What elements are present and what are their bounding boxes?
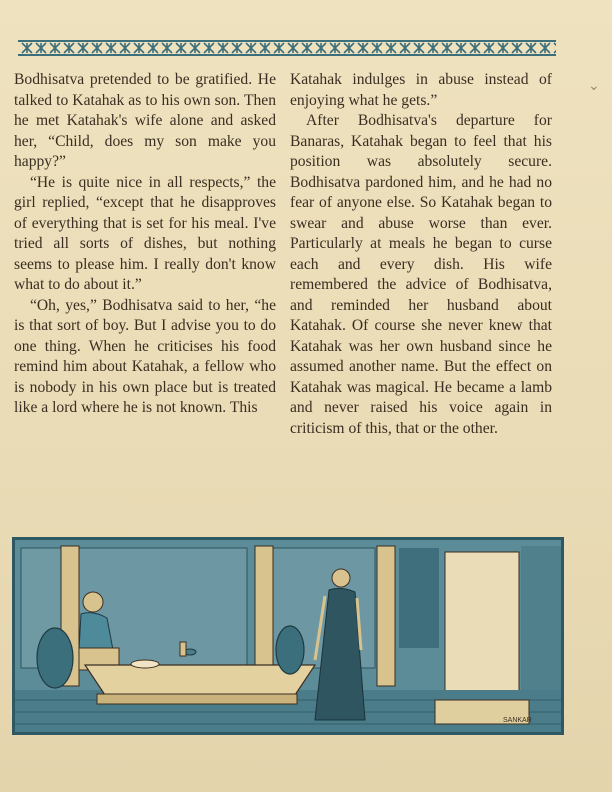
ornament-motif xyxy=(64,43,74,53)
ornament-motif xyxy=(358,43,368,53)
ornament-motif xyxy=(526,43,536,53)
ornament-motif xyxy=(386,43,396,53)
ornament-motif xyxy=(400,43,410,53)
ornament-motif xyxy=(316,43,326,53)
ornament-motif xyxy=(330,43,340,53)
ornament-motif xyxy=(372,43,382,53)
ornament-motif xyxy=(22,43,32,53)
ornament-motif xyxy=(218,43,228,53)
ornament-motif xyxy=(204,43,214,53)
paragraph: “He is quite nice in all respects,” the girl replied, “except that he disapproves of everything that is set for his meal. I've tried all sorts of dishes, but nothing seems to please him. I really don't know what to do about it.” xyxy=(14,173,276,293)
ornament-motif xyxy=(260,43,270,53)
ornament-motif xyxy=(134,43,144,53)
left-column xyxy=(14,70,276,419)
ornament-motif xyxy=(414,43,424,53)
ornament-motif xyxy=(456,43,466,53)
ornament-motif xyxy=(288,43,298,53)
ornament-motif xyxy=(428,43,438,53)
ornament-motif xyxy=(162,43,172,53)
ornament-motif xyxy=(50,43,60,53)
ornament-motif xyxy=(540,43,550,53)
ornament-motif xyxy=(302,43,312,53)
pencil-mark: ⌄ xyxy=(588,78,600,94)
ornament-motif xyxy=(106,43,116,53)
paragraph: Bodhisatva pretended to be gratified. He talked to Katahak as to his own son. Then he met Katahak's wife alone and asked her, “Child, does my son make you happy?” xyxy=(14,71,276,170)
ornament-motif xyxy=(442,43,452,53)
ornament-motif xyxy=(484,43,494,53)
ornament-motif xyxy=(232,43,242,53)
ornament-motif xyxy=(274,43,284,53)
ornament-motif xyxy=(176,43,186,53)
ornament-motif xyxy=(92,43,102,53)
paragraph: Katahak indulges in abuse instead of enjoying what he gets.” xyxy=(290,71,552,109)
ornament-motif xyxy=(344,43,354,53)
paragraph: After Bodhisatva's departure for Banaras, Katahak began to feel that his position was absolutely secure. Bodhisatva pardoned him, and he had no fear of anyone else. So Katahak began to swear and abuse worse than ever. Particularly at meals he began to curse each and every dish. His wife remembered the advice of Bodhisatva, and reminded her husband about Katahak. Of course she never knew that Katahak was her own husband since he assumed another name. But the effect on Katahak was magical. He became a lamb and never raised his voice again in criticism of this, that or the other. xyxy=(290,112,552,437)
ornament-motif xyxy=(78,43,88,53)
artist-signature: SANKAR xyxy=(503,717,532,724)
ornament-motif xyxy=(512,43,522,53)
ornament-motif xyxy=(36,43,46,53)
illustration xyxy=(12,537,564,735)
ornament-motif xyxy=(498,43,508,53)
ornament-motif xyxy=(120,43,130,53)
ornament-motif xyxy=(246,43,256,53)
paragraph: “Oh, yes,” Bodhisatva said to her, “he is that sort of boy. But I advise you to do one thing. When he criticises his food remind him about Katahak, a fellow who is nobody in his own place but is treated like a lord where he is not known. This xyxy=(14,296,276,416)
ornament-motif xyxy=(148,43,158,53)
ornament-motif xyxy=(470,43,480,53)
ornament-motif xyxy=(554,43,556,53)
right-column xyxy=(290,70,552,439)
ornament-motif xyxy=(190,43,200,53)
decorative-border xyxy=(18,38,556,58)
